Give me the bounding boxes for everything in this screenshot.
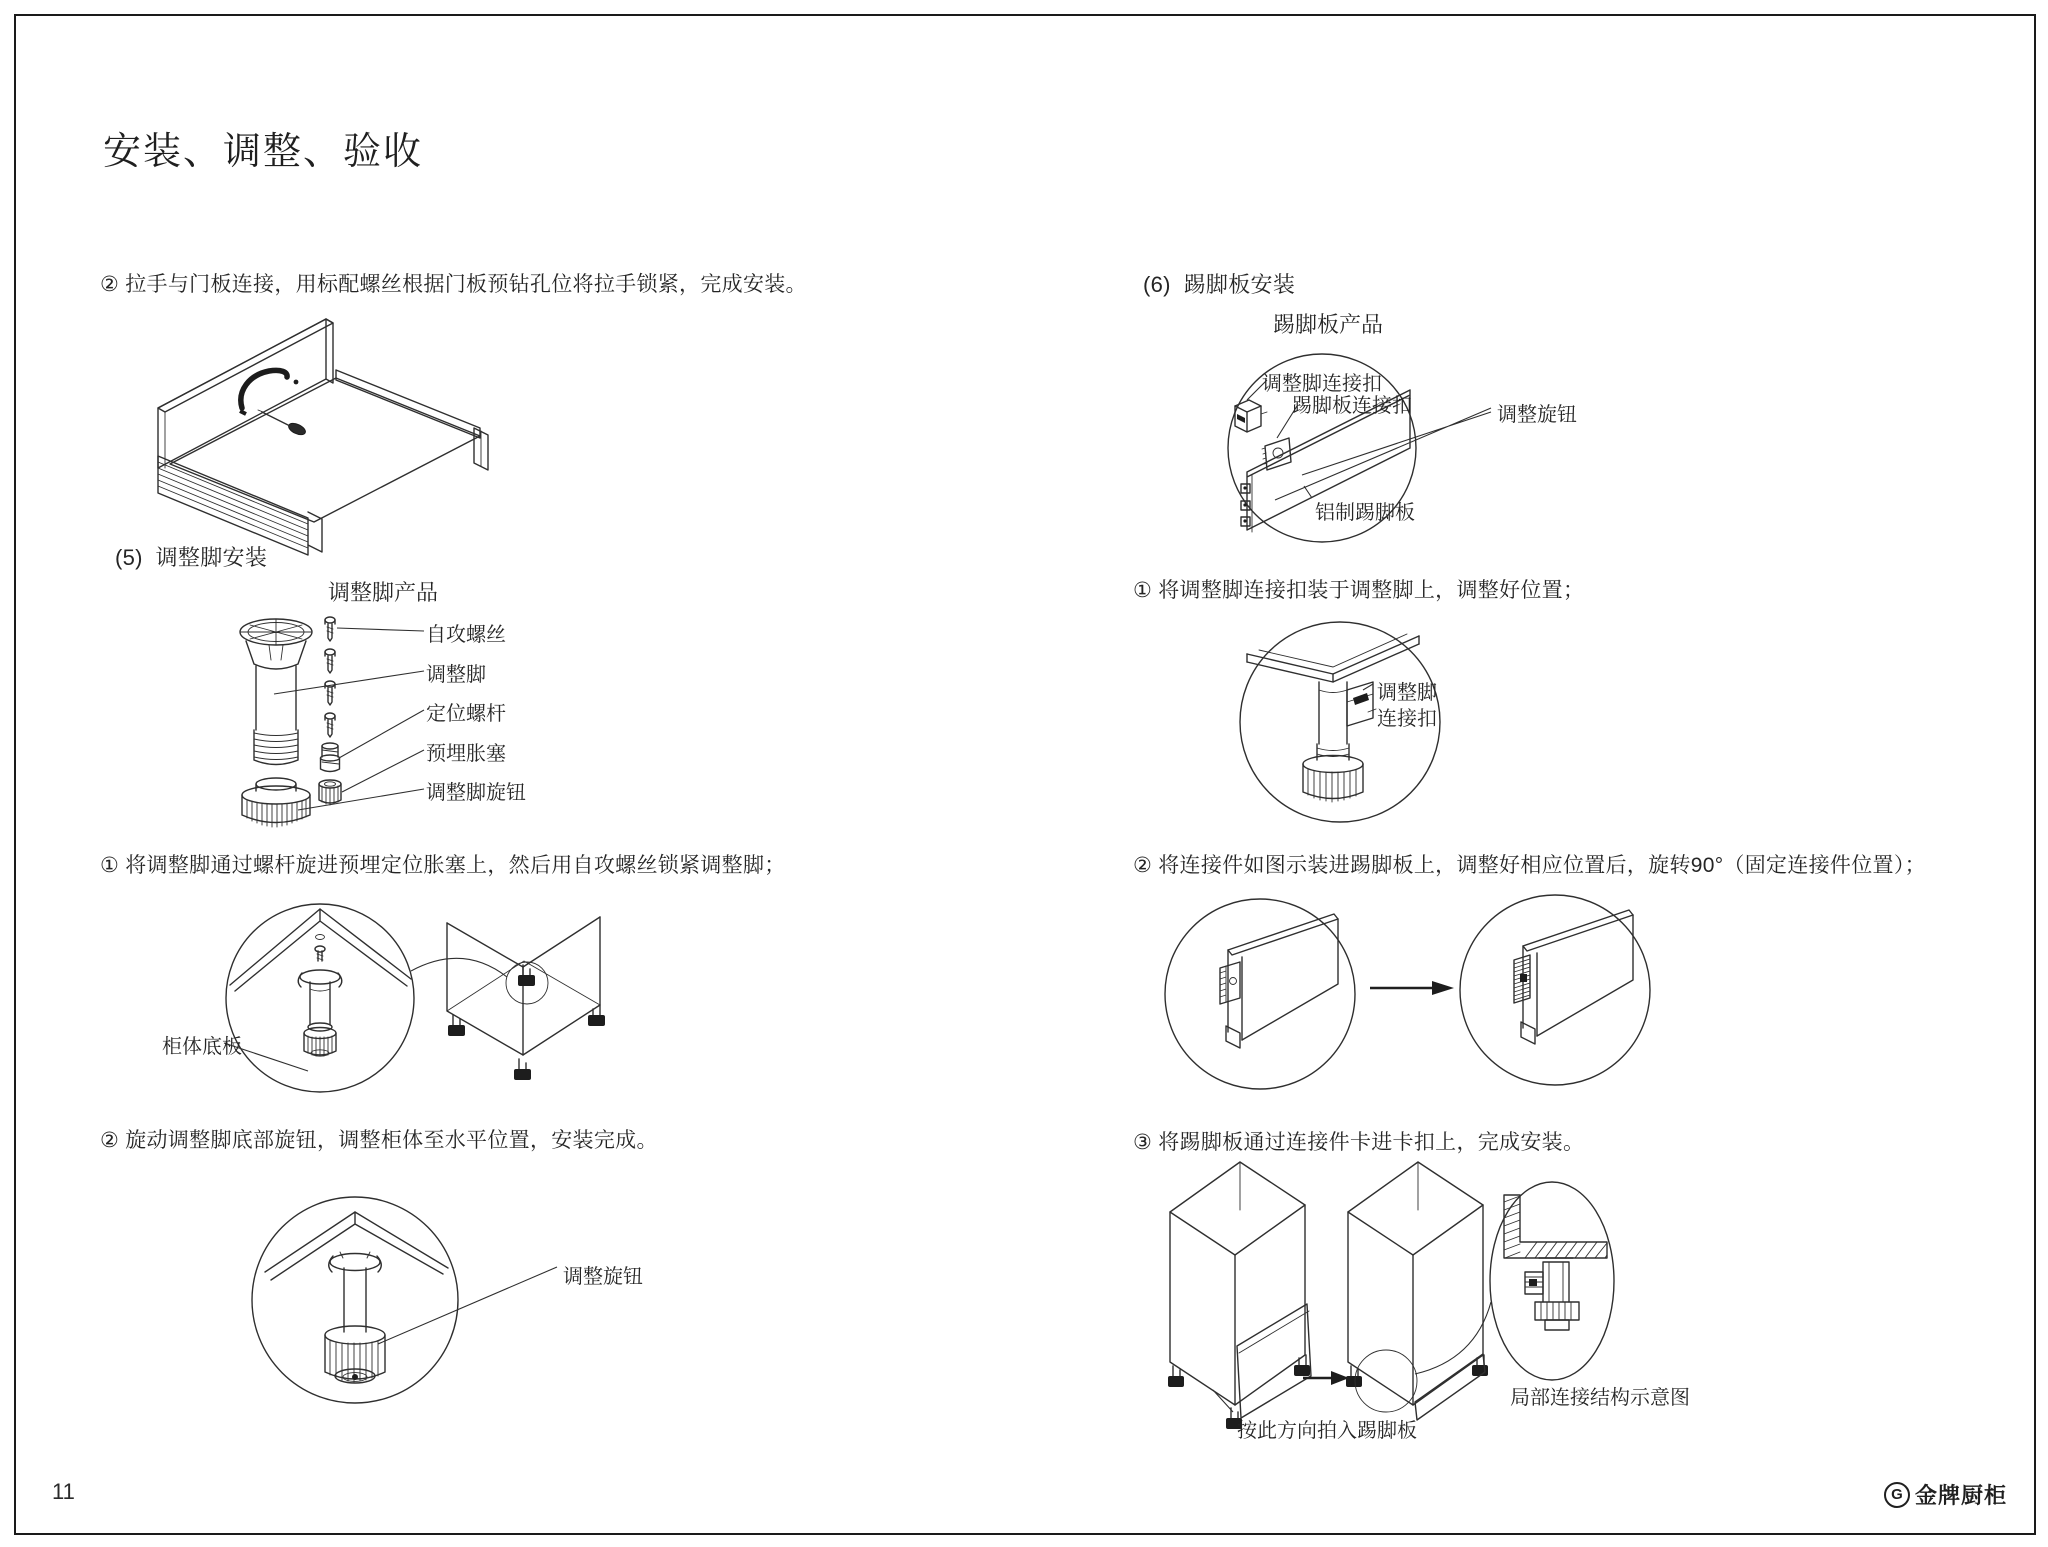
brand-name: 金牌厨柜 [1915,1483,2008,1508]
cabinet-bottom-label: 柜体底板 [162,1036,242,1058]
foot-step2-text: ② 旋动调整脚底部旋钮，调整柜体至水平位置，安装完成。 [100,1129,658,1152]
brand-g-icon: G [1884,1482,1910,1508]
kickboard-step2-text: ② 将连接件如图示装进踢脚板上，调整好相应位置后，旋转90°（固定连接件位置）； [1133,854,1926,877]
foot-mounting-diagram [145,893,635,1121]
connector-rotate-diagram [1170,890,1790,1130]
kickboard-connector-label: 踢脚板连接扣 [1292,395,1412,417]
section6-heading: (6) 踢脚板安装 [1143,272,1296,297]
part-label-self-tapping-screw: 自攻螺丝 [426,624,506,646]
part-label-embedded-plug: 预埋胀塞 [426,743,506,765]
section5-heading: (5) 调整脚安装 [115,545,268,570]
kickboard-step3-text: ③ 将踢脚板通过连接件卡进卡扣上，完成安装。 [1133,1131,1585,1154]
part-label-adjustable-foot: 调整脚 [426,664,486,686]
adjust-knob-label: 调整旋钮 [563,1266,643,1288]
foot-connector-label: 调整脚连接扣 [1262,373,1382,395]
foot-connector-callout-line1: 调整脚 [1377,682,1437,704]
brand-logo [1884,1479,2007,1510]
foot-connector-diagram [1235,612,1565,856]
page-number: 11 [52,1479,75,1504]
foot-connector-callout-line2: 连接扣 [1377,708,1437,730]
kickboard-assembly-diagram [1155,1150,1915,1498]
drawer-handle-diagram [150,312,520,557]
kickboard-step1-text: ① 将调整脚连接扣装于调整脚上，调整好位置； [1133,579,1585,602]
detail-structure-label: 局部连接结构示意图 [1510,1387,1690,1409]
knob-adjust-diagram [245,1172,675,1432]
part-label-foot-knob: 调整脚旋钮 [426,782,526,804]
insert-direction-label: 按此方向拍入踢脚板 [1237,1420,1417,1442]
adjust-knob-label-right: 调整旋钮 [1497,404,1577,426]
foot-product-caption: 调整脚产品 [328,580,439,605]
part-label-positioning-screw: 定位螺杆 [426,703,506,725]
foot-step1-text: ① 将调整脚通过螺杆旋进预埋定位胀塞上，然后用自攻螺丝锁紧调整脚； [100,854,786,877]
kickboard-product-caption: 踢脚板产品 [1273,312,1384,337]
handle-step-text: ② 拉手与门板连接，用标配螺丝根据门板预钻孔位将拉手锁紧，完成安装。 [100,273,807,296]
page-title: 安装、调整、验收 [103,131,424,173]
aluminum-kickboard-label: 铝制踢脚板 [1315,502,1415,524]
